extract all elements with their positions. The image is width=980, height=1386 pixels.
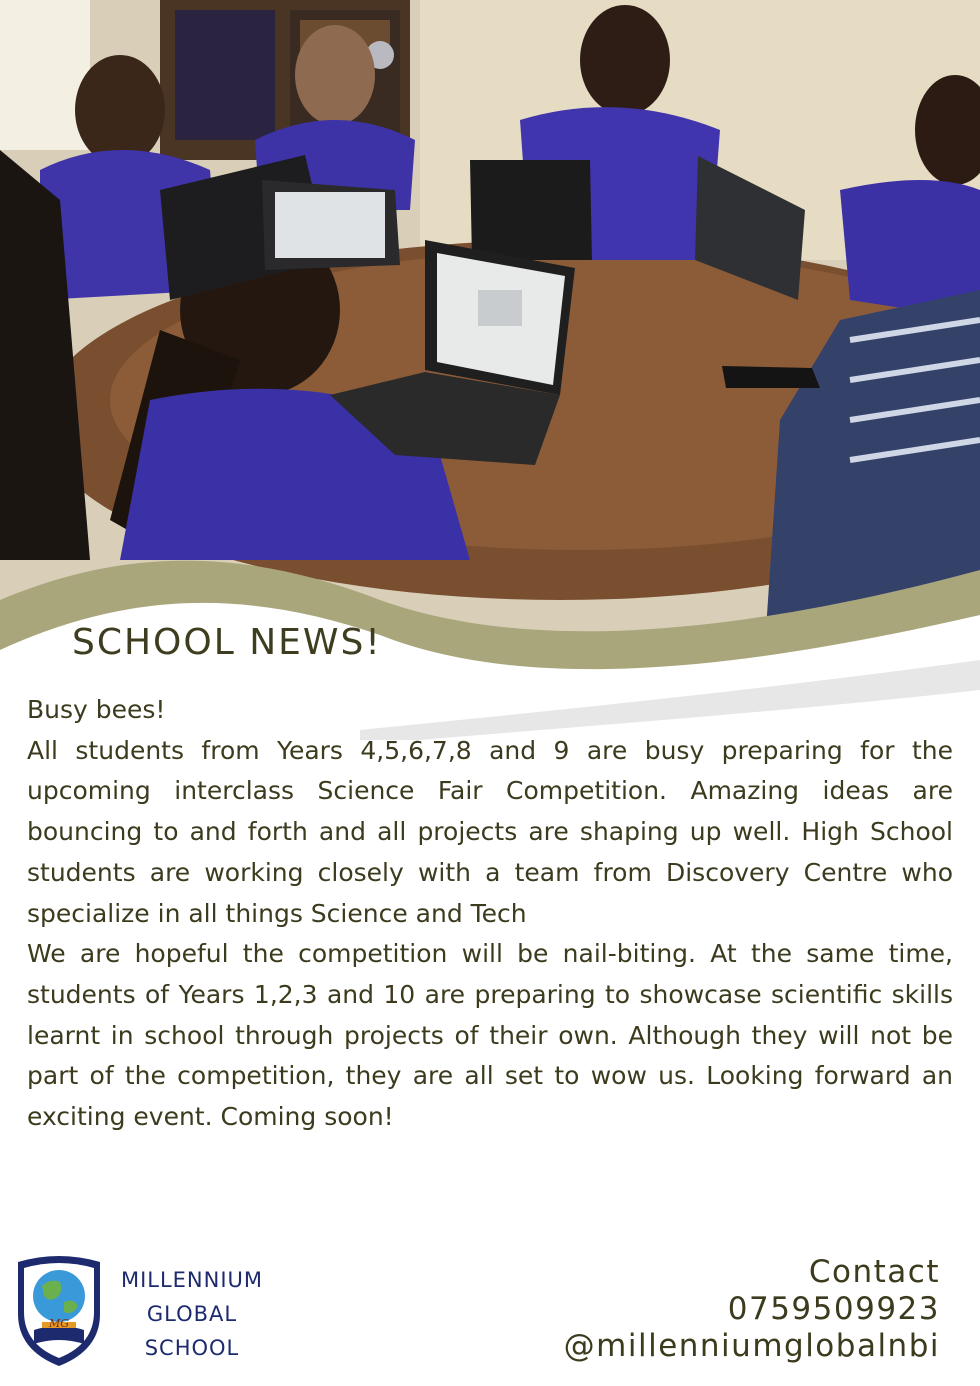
- contact-block: [564, 1254, 940, 1365]
- article-intro: Busy bees!: [27, 695, 166, 724]
- school-crest-logo: [12, 1252, 106, 1370]
- contact-label: Contact: [808, 1254, 940, 1290]
- article-paragraph: We are hopeful the competition will be nail-biting. At the same time, students of Years 1,2,3 and 10 are preparing to showcase scientific skills learnt in school through projects of their own. Although they will not be part of the competition, they are all set to wow us. Looking forward an exciting event. Coming soon!: [27, 939, 953, 1132]
- contact-phone: 0759509923: [727, 1291, 940, 1327]
- page-title: SCHOOL NEWS!: [72, 622, 382, 663]
- school-name-line: GLOBAL: [146, 1302, 238, 1326]
- school-name: [112, 1263, 272, 1365]
- globe-icon: [33, 1270, 85, 1322]
- news-article: [27, 690, 953, 1138]
- logo-letters: MG: [48, 1317, 70, 1330]
- contact-social-handle: @millenniumglobalnbi: [563, 1328, 940, 1364]
- school-name-line: MILLENNIUM: [120, 1268, 264, 1292]
- article-paragraph: All students from Years 4,5,6,7,8 and 9 are busy preparing for the upcoming interclass Science Fair Competition. Amazing ideas are bouncing to and forth and all projects are shaping up well. High School students are working closely with a team from Discovery Centre who specialize in all things Science and Tech: [27, 735, 953, 928]
- school-name-line: SCHOOL: [144, 1336, 240, 1360]
